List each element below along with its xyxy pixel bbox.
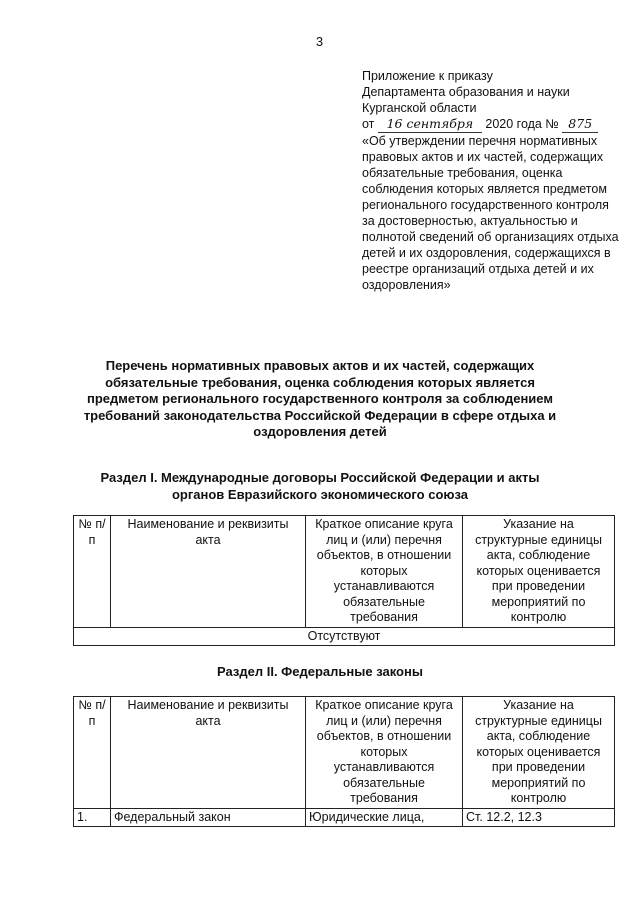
section-1-table xyxy=(73,515,615,646)
order-title-quote: «Об утверждении перечня нормативных правовых актов и их частей, содержащих обязательные требования, оценка соблюдения которых является предметом регионального государственного контроля за достоверностью, актуальностью и полнотой сведений об организациях отдыха детей и их оздоровления, содержащихся в реестре организаций отдыха детей и их оздоровления» xyxy=(362,134,619,292)
header-units: Указание на структурные единицы акта, соблюдение которых оценивается при проведении мероприятий по контролю xyxy=(463,516,615,628)
appendix-date-line xyxy=(362,116,622,133)
handwritten-date: 16 сентября xyxy=(378,116,482,133)
main-title: Перечень нормативных правовых актов и их частей, содержащих обязательные требования, оценка соблюдения которых является предметом регионального государственного контроля за соблюдением требований законодательства Российской Федерации в сфере отдыха и оздоровления детей xyxy=(83,358,557,439)
appendix-line-2: Департамента образования и науки xyxy=(362,85,570,99)
header-num: № п/п xyxy=(74,697,111,809)
table-row xyxy=(74,808,615,827)
year-label: 2020 года № xyxy=(485,117,559,131)
table-row xyxy=(74,627,615,646)
empty-cell: Отсутствуют xyxy=(74,627,615,646)
row-name: Федеральный закон xyxy=(111,808,306,827)
header-name: Наименование и реквизиты акта xyxy=(111,516,306,628)
header-num: № п/п xyxy=(74,516,111,628)
section-2-title: Раздел II. Федеральные законы xyxy=(217,664,423,679)
from-label: от xyxy=(362,117,375,131)
row-units: Ст. 12.2, 12.3 xyxy=(463,808,615,827)
table-header-row xyxy=(74,516,615,628)
handwritten-number: 875 xyxy=(562,116,598,133)
row-description: Юридические лица, xyxy=(306,808,463,827)
header-description: Краткое описание круга лиц и (или) перечня объектов, в отношении которых устанавливаются обязательные требования xyxy=(306,697,463,809)
row-num: 1. xyxy=(74,808,111,827)
section-2-table xyxy=(73,696,615,827)
appendix-line-3: Курганской области xyxy=(362,101,477,115)
header-units: Указание на структурные единицы акта, соблюдение которых оценивается при проведении мероприятий по контролю xyxy=(463,697,615,809)
header-name: Наименование и реквизиты акта xyxy=(111,697,306,809)
appendix-line-1: Приложение к приказу xyxy=(362,69,493,83)
appendix-block xyxy=(362,68,622,293)
table-header-row xyxy=(74,697,615,809)
section-1-title: Раздел I. Международные договоры Российской Федерации и акты органов Евразийского экономического союза xyxy=(100,470,540,502)
page-number: 3 xyxy=(315,34,324,49)
header-description: Краткое описание круга лиц и (или) перечня объектов, в отношении которых устанавливаются обязательные требования xyxy=(306,516,463,628)
